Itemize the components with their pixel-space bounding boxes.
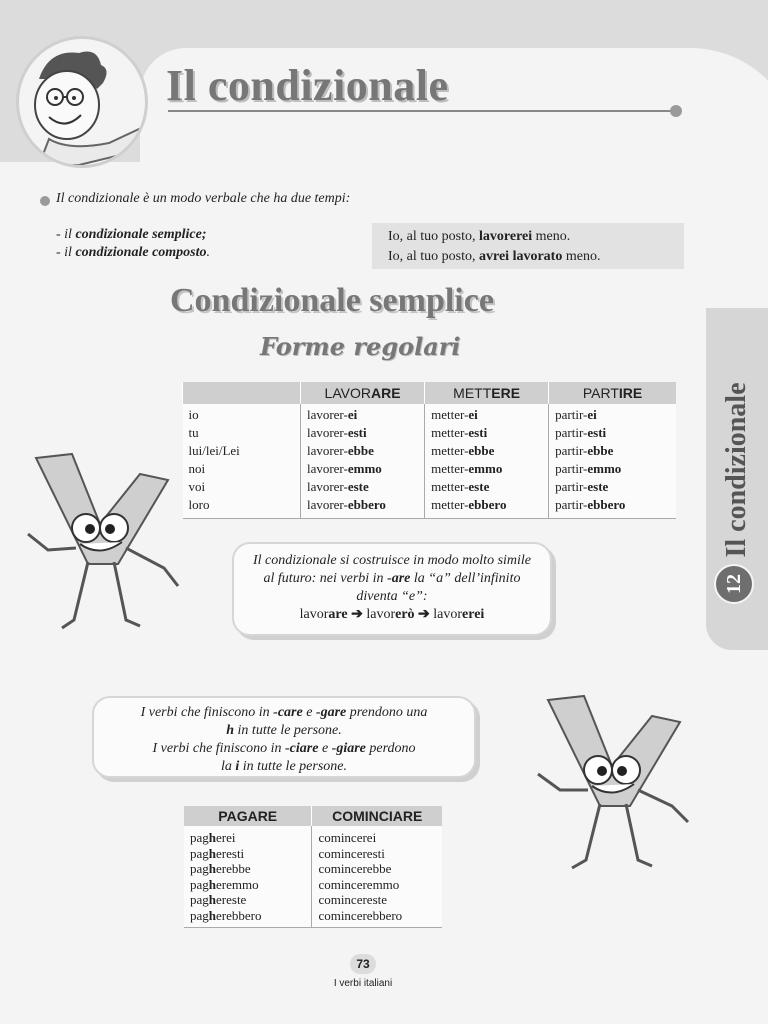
tense-item: - il condizionale semplice; — [56, 227, 207, 242]
verb-column: comincerei cominceresti comincerebbe cominceremmo comincereste comincerebbero — [312, 826, 442, 928]
table-header: METTERE — [425, 382, 549, 404]
arrow-right-icon: ➔ — [351, 607, 363, 622]
table-header: LAVORARE — [300, 382, 424, 404]
table-header-row — [183, 382, 677, 404]
page-title: Il condizionale — [166, 61, 449, 110]
side-tab-title-text: Il condizionale — [721, 382, 752, 558]
verb-column: partir-ei partir-esti partir-ebbe partir-emmo partir-este partir-ebbero — [549, 404, 676, 519]
table-header: PARTIRE — [549, 382, 676, 404]
chapter-number-badge: 12 — [714, 564, 754, 604]
header-mascot-icon — [16, 36, 148, 168]
example-sentence: Io, al tuo posto, lavorerei meno. — [388, 229, 571, 244]
verb-column: pagherei pagheresti pagherebbe pagheremmo paghereste pagherebbero — [184, 826, 312, 928]
table-header: COMINCIARE — [312, 806, 442, 826]
table-header: PAGARE — [184, 806, 312, 826]
section-subtitle: Forme regolari — [260, 332, 461, 361]
speech-bubble-spelling: I verbi che finiscono in -care e -gare prendono una h in tutte le persone. I verbi che finiscono in -ciare e -giare perdono la i in tutte le persone. — [92, 696, 476, 778]
example-sentence: Io, al tuo posto, avrei lavorato meno. — [388, 249, 601, 264]
arrow-right-icon: ➔ — [418, 607, 430, 622]
table-row — [183, 404, 677, 519]
verb-column: metter-ei metter-esti metter-ebbe metter-emmo metter-este metter-ebbero — [425, 404, 549, 519]
conjugation-chain: lavorare ➔ lavorerò ➔ lavorerei — [299, 607, 485, 622]
tense-list — [56, 226, 210, 262]
side-tab-title — [706, 370, 768, 570]
intro-text: Il condizionale è un modo verbale che ha due tempi: — [56, 191, 351, 206]
table-row — [184, 826, 442, 928]
section-title: Condizionale semplice — [170, 282, 494, 319]
page-number: 73 — [350, 954, 376, 974]
verb-column: lavorer-ei lavorer-esti lavorer-ebbe lavorer-emmo lavorer-este lavorer-ebbero — [300, 404, 424, 519]
book-title: I verbi italiani — [333, 978, 393, 989]
table-header-blank — [183, 382, 301, 404]
example-box — [372, 223, 684, 269]
table-header-row — [184, 806, 442, 826]
pronoun-column: io tu lui/lei/Lei noi voi loro — [183, 404, 301, 519]
letter-v-mascot-icon — [14, 452, 194, 636]
speech-bubble-rule: Il condizionale si costruisce in modo molto simile al futuro: nei verbi in -are la “a” dell’infinito diventa “e”: lavorare ➔ lavorerò ➔ lavorerei — [232, 542, 552, 636]
tense-item: - il condizionale composto. — [56, 245, 211, 260]
spelling-table — [184, 806, 442, 928]
letter-v-mascot-icon — [524, 694, 704, 878]
title-rule-dot — [670, 105, 682, 117]
conjugation-table — [182, 382, 676, 519]
bullet-icon — [40, 196, 50, 206]
